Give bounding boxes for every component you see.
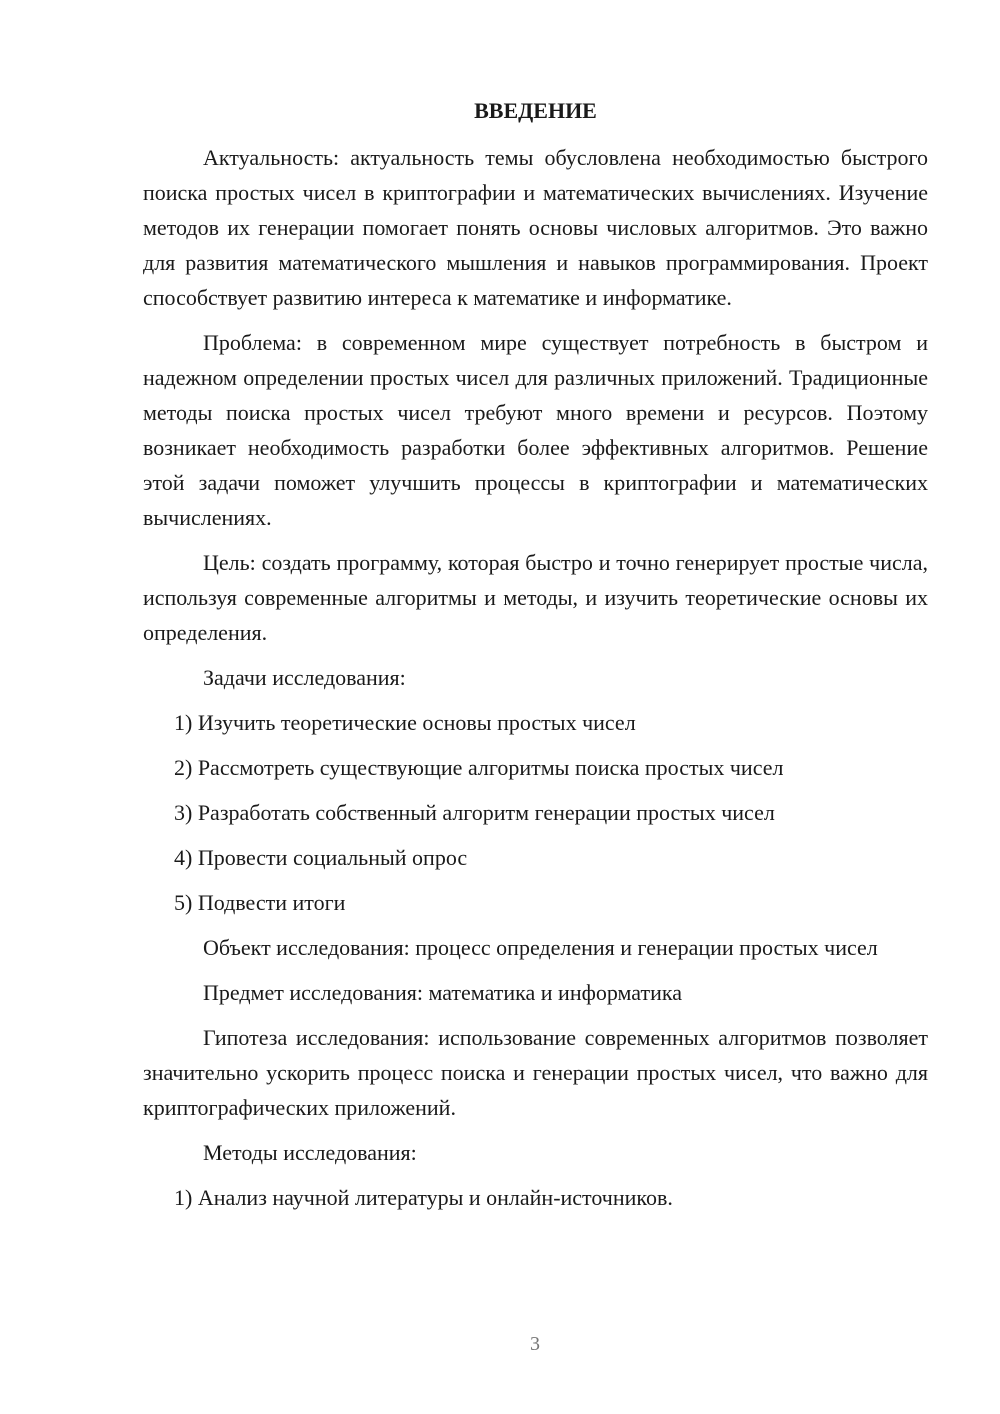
task-item: 2) Рассмотреть существующие алгоритмы поиска простых чисел (174, 755, 784, 780)
goal-paragraph: Цель: создать программу, которая быстро и точно генерирует простые числа, используя современные алгоритмы и методы, и изучить теоретические основы их определения. (143, 550, 928, 645)
page-number: 3 (530, 1333, 540, 1355)
page-content (143, 95, 928, 1225)
task-item: 5) Подвести итоги (174, 890, 346, 915)
task-item: 1) Изучить теоретические основы простых чисел (174, 710, 636, 735)
task-item: 3) Разработать собственный алгоритм генерации простых чисел (174, 800, 775, 825)
hypothesis-paragraph: Гипотеза исследования: использование современных алгоритмов позволяет значительно ускорить процесс поиска и генерации простых чисел, что важно для криптографических приложений. (143, 1025, 928, 1120)
tasks-heading: Задачи исследования: (203, 665, 406, 690)
task-item: 4) Провести социальный опрос (174, 845, 468, 870)
relevance-paragraph: Актуальность: актуальность темы обусловлена необходимостью быстрого поиска простых чисел в криптографии и математических вычислениях. Изучение методов их генерации помогает понять основы числовых алгоритмов. Это важно для развития математического мышления и навыков программирования. Проект способствует развитию интереса к математике и информатике. (143, 145, 928, 310)
problem-paragraph: Проблема: в современном мире существует потребность в быстром и надежном определении простых чисел для различных приложений. Традиционные методы поиска простых чисел требуют много времени и ресурсов. Поэтому возникает необходимость разработки более эффективных алгоритмов. Решение этой задачи поможет улучшить процессы в криптографии и математических вычислениях. (143, 330, 928, 530)
subject-paragraph: Предмет исследования: математика и информатика (203, 980, 682, 1005)
method-item: 1) Анализ научной литературы и онлайн-источников. (174, 1185, 673, 1210)
section-title: ВВЕДЕНИЕ (474, 98, 597, 123)
methods-heading: Методы исследования: (203, 1140, 417, 1165)
object-paragraph: Объект исследования: процесс определения и генерации простых чисел (203, 935, 878, 960)
